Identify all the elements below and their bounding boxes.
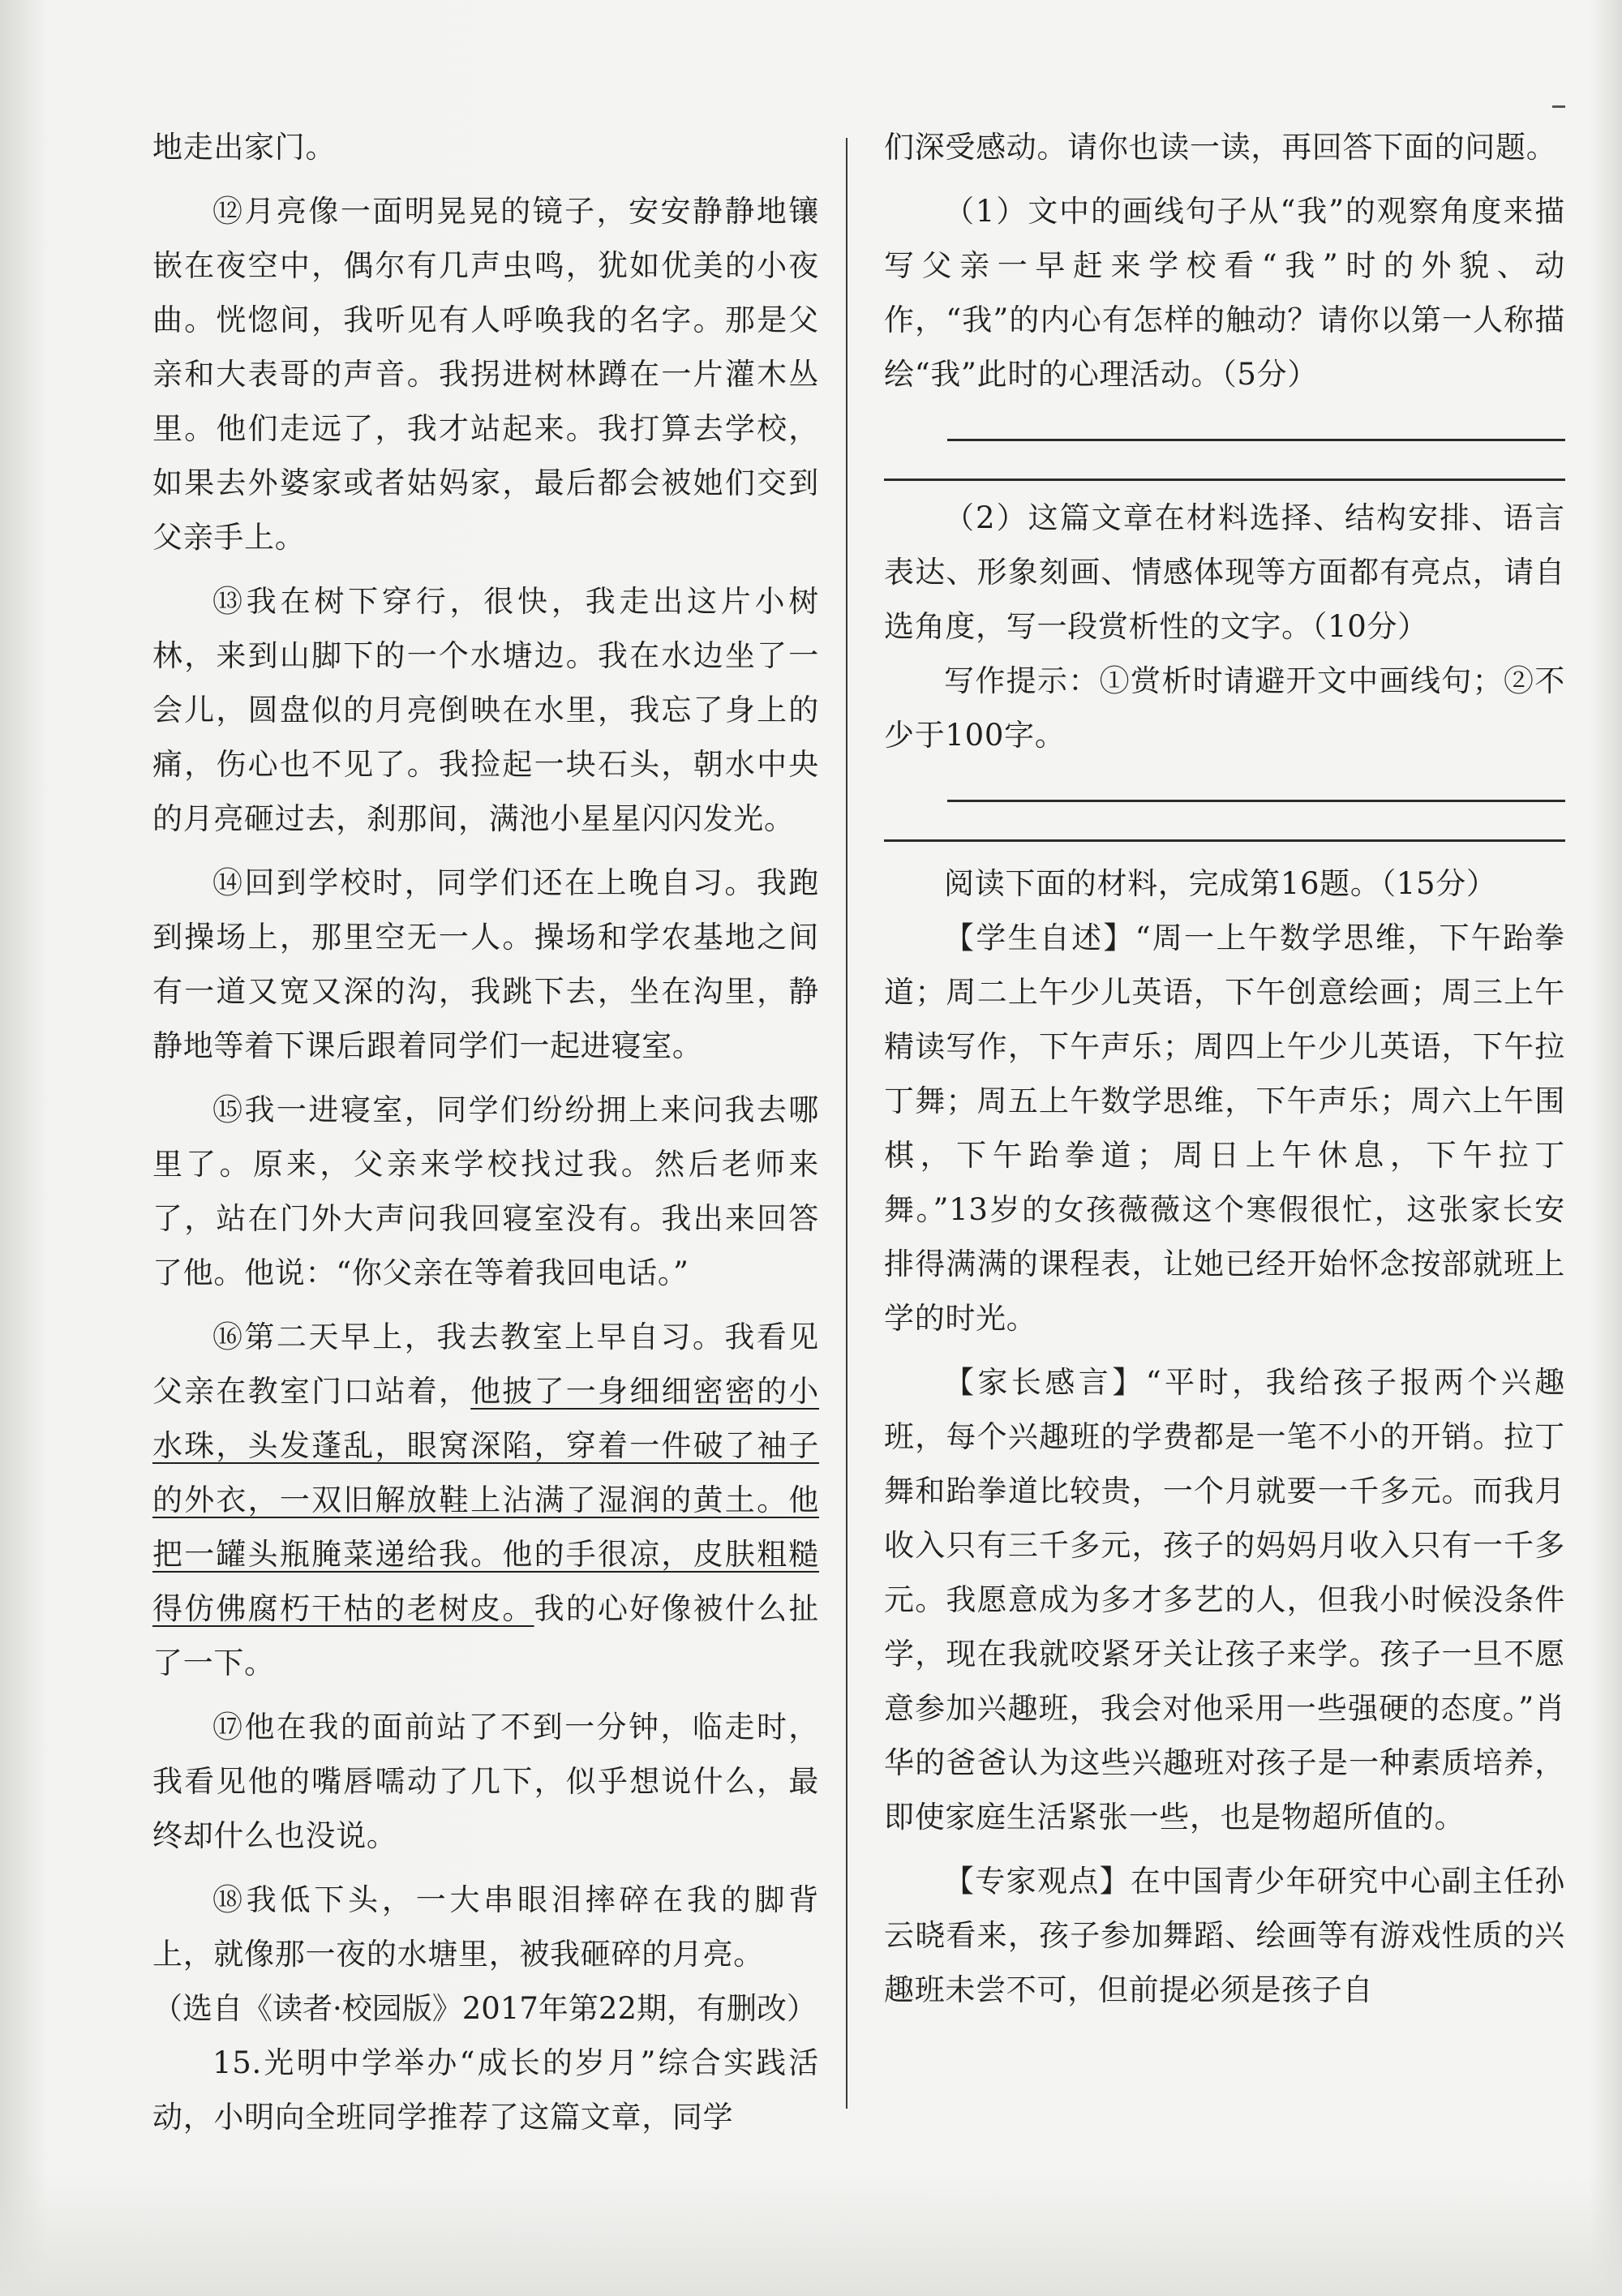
question-16-intro: 阅读下面的材料，完成第16题。（15分） bbox=[944, 866, 1497, 901]
writing-tip: 写作提示：①赏析时请避开文中画线句；②不少于100字。 bbox=[884, 663, 1565, 753]
parent-statement: 【家长感言】“平时，我给孩子报两个兴趣班，每个兴趣班的学费都是一笔不小的开销。拉丁舞和跆拳道比较贵，一个月就要一千多元。而我月收入只有三千多元，孩子的妈妈月收入只有一千多元。我愿意成为多才多艺的人，但我小时候没条件学，现在我就咬紧牙关让孩子来学。孩子一旦不愿意参加兴趣班，我会对他采用一些强硬的态度。”肖华的爸爸认为这些兴趣班对孩子是一种素质培养，即使家庭生活紧张一些，也是物超所值的。 bbox=[884, 1365, 1565, 1835]
paragraph-15: ⑮我一进寝室，同学们纷纷拥上来问我去哪里了。原来，父亲来学校找过我。然后老师来了，站在门外大声问我回寝室没有。我出来回答了他。他说：“你父亲在等着我回电话。” bbox=[152, 1092, 819, 1290]
answer-line-1[interactable] bbox=[947, 439, 1565, 441]
paragraph-16-start: ⑯第二天早上，我去教室上早自习。我看见父亲在教室门口站着， bbox=[152, 1320, 819, 1409]
paragraph-12: ⑫月亮像一面明晃晃的镜子，安安静静地镶嵌在夜空中，偶尔有几声虫鸣，犹如优美的小夜曲。恍惚间，我听见有人呼唤我的名字。那是父亲和大表哥的声音。我拐进树林蹲在一片灌木丛里。他们走远了，我才站起来。我打算去学校，如果去外婆家或者姑妈家，最后都会被她们交到父亲手上。 bbox=[152, 194, 819, 555]
paragraph-13: ⑬我在树下穿行，很快，我走出这片小树林，来到山脚下的一个水塘边。我在水边坐了一会儿，圆盘似的月亮倒映在水里，我忘了身上的痛，伤心也不见了。我捡起一块石头，朝水中央的月亮砸过去，刹那间，满池小星星闪闪发光。 bbox=[152, 584, 819, 836]
column-divider bbox=[846, 138, 847, 2109]
question-15-intro: 15.光明中学举办“成长的岁月”综合实践活动，小明向全班同学推荐了这篇文章，同学 bbox=[152, 2045, 819, 2135]
paragraph-16-end: 我的心好像被什么扯了一下。 bbox=[152, 1591, 819, 1680]
question-15-2: （2）这篇文章在材料选择、结构安排、语言表达、形象刻画、情感体现等方面都有亮点，请自选角度，写一段赏析性的文字。（10分） bbox=[884, 500, 1565, 644]
paragraph-17: ⑰他在我的面前站了不到一分钟，临走时，我看见他的嘴唇嚅动了几下，似乎想说什么，最终却什么也没说。 bbox=[152, 1710, 819, 1853]
question-15-1: （1）文中的画线句子从“我”的观察角度来描写父亲一早赶来学校看“我”时的外貌、动作，“我”的内心有怎样的触动？请你以第一人称描绘“我”此时的心理活动。（5分） bbox=[884, 194, 1565, 392]
answer-line-2[interactable] bbox=[884, 479, 1565, 481]
right-column bbox=[884, 120, 1565, 2017]
corner-mark bbox=[1552, 105, 1565, 108]
question-15-intro-continued: 们深受感动。请你也读一读，再回答下面的问题。 bbox=[884, 130, 1557, 165]
paragraph-16 bbox=[152, 1310, 819, 1690]
source-citation: （选自《读者·校园版》2017年第22期，有删改） bbox=[152, 1991, 817, 2026]
paragraph-18: ⑱我低下头，一大串眼泪摔碎在我的脚背上，就像那一夜的水塘里，被我砸碎的月亮。 bbox=[152, 1882, 819, 1972]
left-column bbox=[152, 120, 819, 2144]
paragraph-14: ⑭回到学校时，同学们还在上晚自习。我跑到操场上，那里空无一人。操场和学农基地之间有一道又宽又深的沟，我跳下去，坐在沟里，静静地等着下课后跟着同学们一起进寝室。 bbox=[152, 865, 819, 1063]
student-statement: 【学生自述】“周一上午数学思维，下午跆拳道；周二上午少儿英语，下午创意绘画；周三上午精读写作，下午声乐；周四上午少儿英语，下午拉丁舞；周五上午数学思维，下午声乐；周六上午围棋，下午跆拳道；周日上午休息，下午拉丁舞。”13岁的女孩薇薇这个寒假很忙，这张家长安排得满满的课程表，让她已经开始怀念按部就班上学的时光。 bbox=[884, 921, 1565, 1336]
expert-opinion: 【专家观点】在中国青少年研究中心副主任孙云晓看来，孩子参加舞蹈、绘画等有游戏性质的兴趣班未尝不可，但前提必须是孩子自 bbox=[884, 1864, 1565, 2007]
underlined-sentence: 他披了一身细细密密的小水珠，头发蓬乱，眼窝深陷，穿着一件破了袖子的外衣，一双旧解放鞋上沾满了湿润的黄土。他把一罐头瓶腌菜递给我。他的手很凉，皮肤粗糙得仿佛腐朽干枯的老树皮。 bbox=[152, 1374, 820, 1626]
answer-line-3[interactable] bbox=[947, 800, 1565, 802]
paragraph-11-continued: 地走出家门。 bbox=[152, 130, 337, 165]
